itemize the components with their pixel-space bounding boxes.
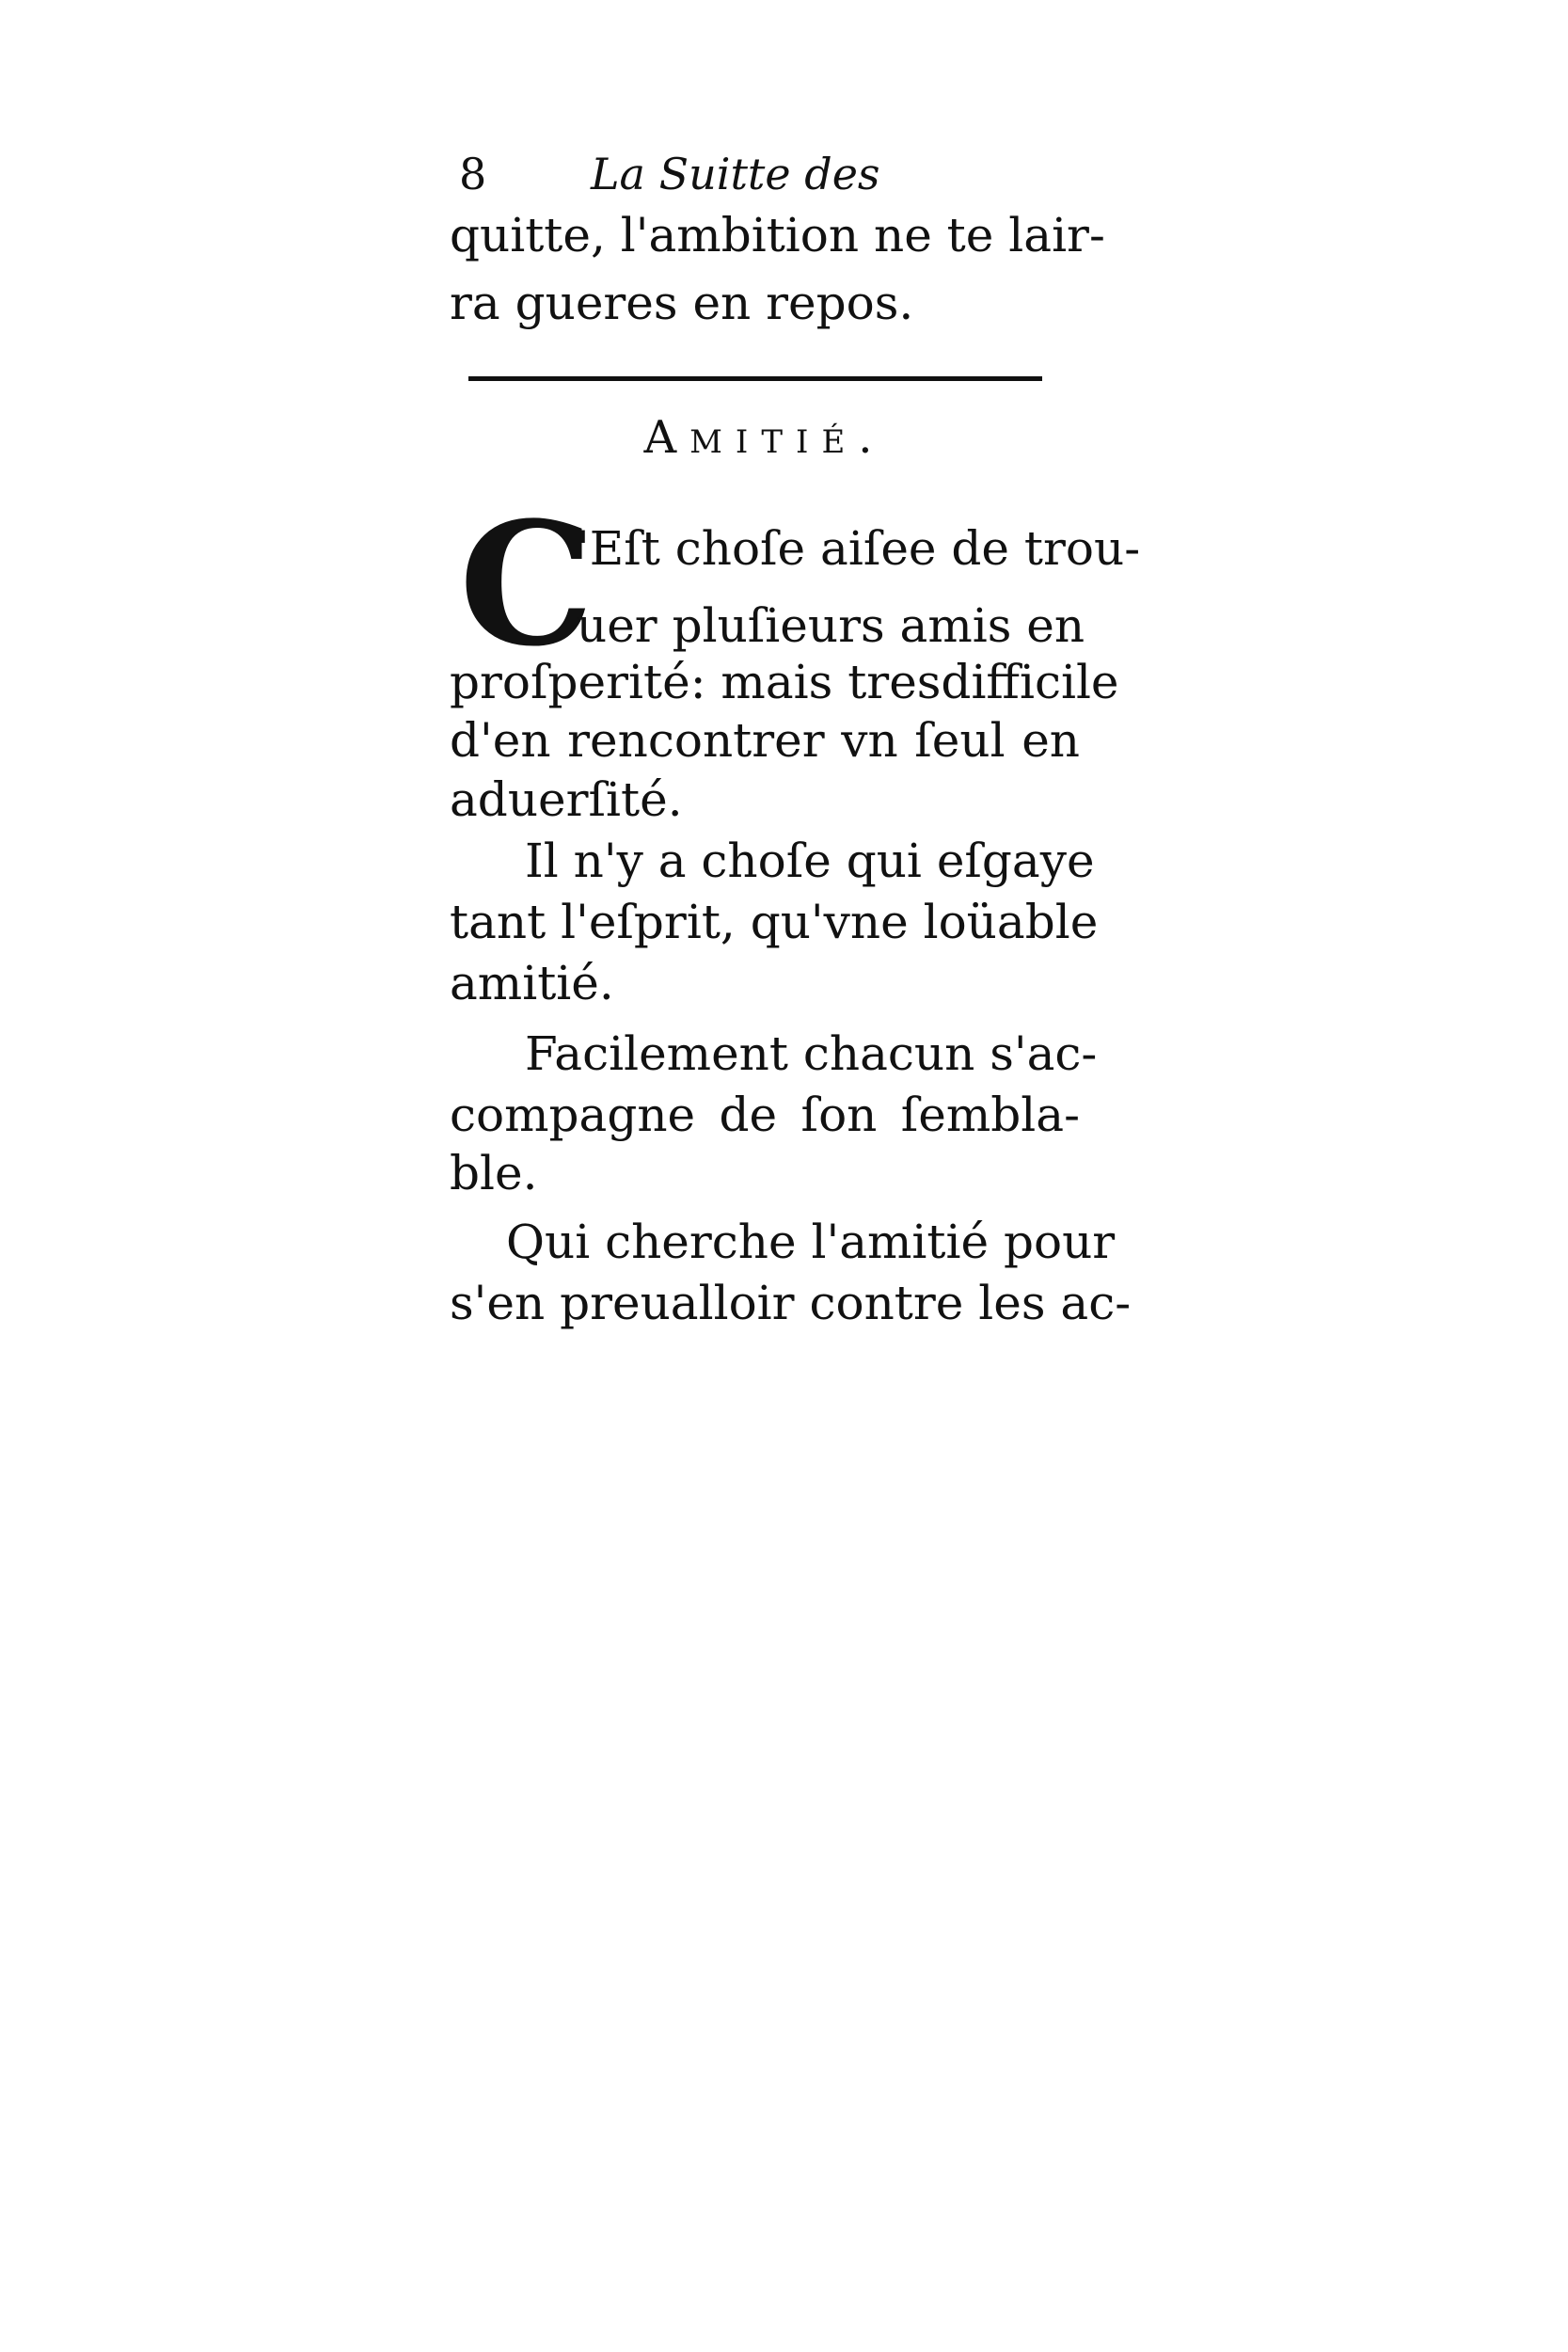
section-divider bbox=[468, 376, 1042, 381]
text-line: Il n'y a choſe qui eſgaye bbox=[525, 834, 1095, 888]
text-line: s'en preualloir contre les ac- bbox=[450, 1276, 1132, 1330]
text-line: compagne de ſon ſembla- bbox=[450, 1088, 1080, 1142]
text-line: aduerſité. bbox=[450, 772, 683, 827]
text-line: amitié. bbox=[450, 956, 614, 1010]
page-number: 8 bbox=[459, 149, 487, 199]
text-line: Facilement chacun s'ac- bbox=[525, 1026, 1098, 1081]
section-heading: Amitié. bbox=[643, 411, 886, 464]
text-column bbox=[450, 0, 1141, 1411]
drop-cap: C bbox=[459, 485, 594, 684]
text-line: uer pluſieurs amis en bbox=[577, 598, 1085, 653]
text-line: Qui cherche l'amitié pour bbox=[506, 1215, 1116, 1269]
text-line: proſperité: mais tresdifficile bbox=[450, 655, 1119, 709]
text-line: quitte, l'ambition ne te lair- bbox=[450, 208, 1105, 262]
text-line: ble. bbox=[450, 1146, 538, 1200]
text-line: 'Eſt choſe aiſee de trou- bbox=[577, 521, 1141, 576]
text-line: d'en rencontrer vn ſeul en bbox=[450, 713, 1080, 768]
text-line: ra gueres en repos. bbox=[450, 276, 914, 330]
running-title: La Suitte des bbox=[591, 149, 880, 199]
text-line: tant l'eſprit, qu'vne loüable bbox=[450, 895, 1099, 949]
